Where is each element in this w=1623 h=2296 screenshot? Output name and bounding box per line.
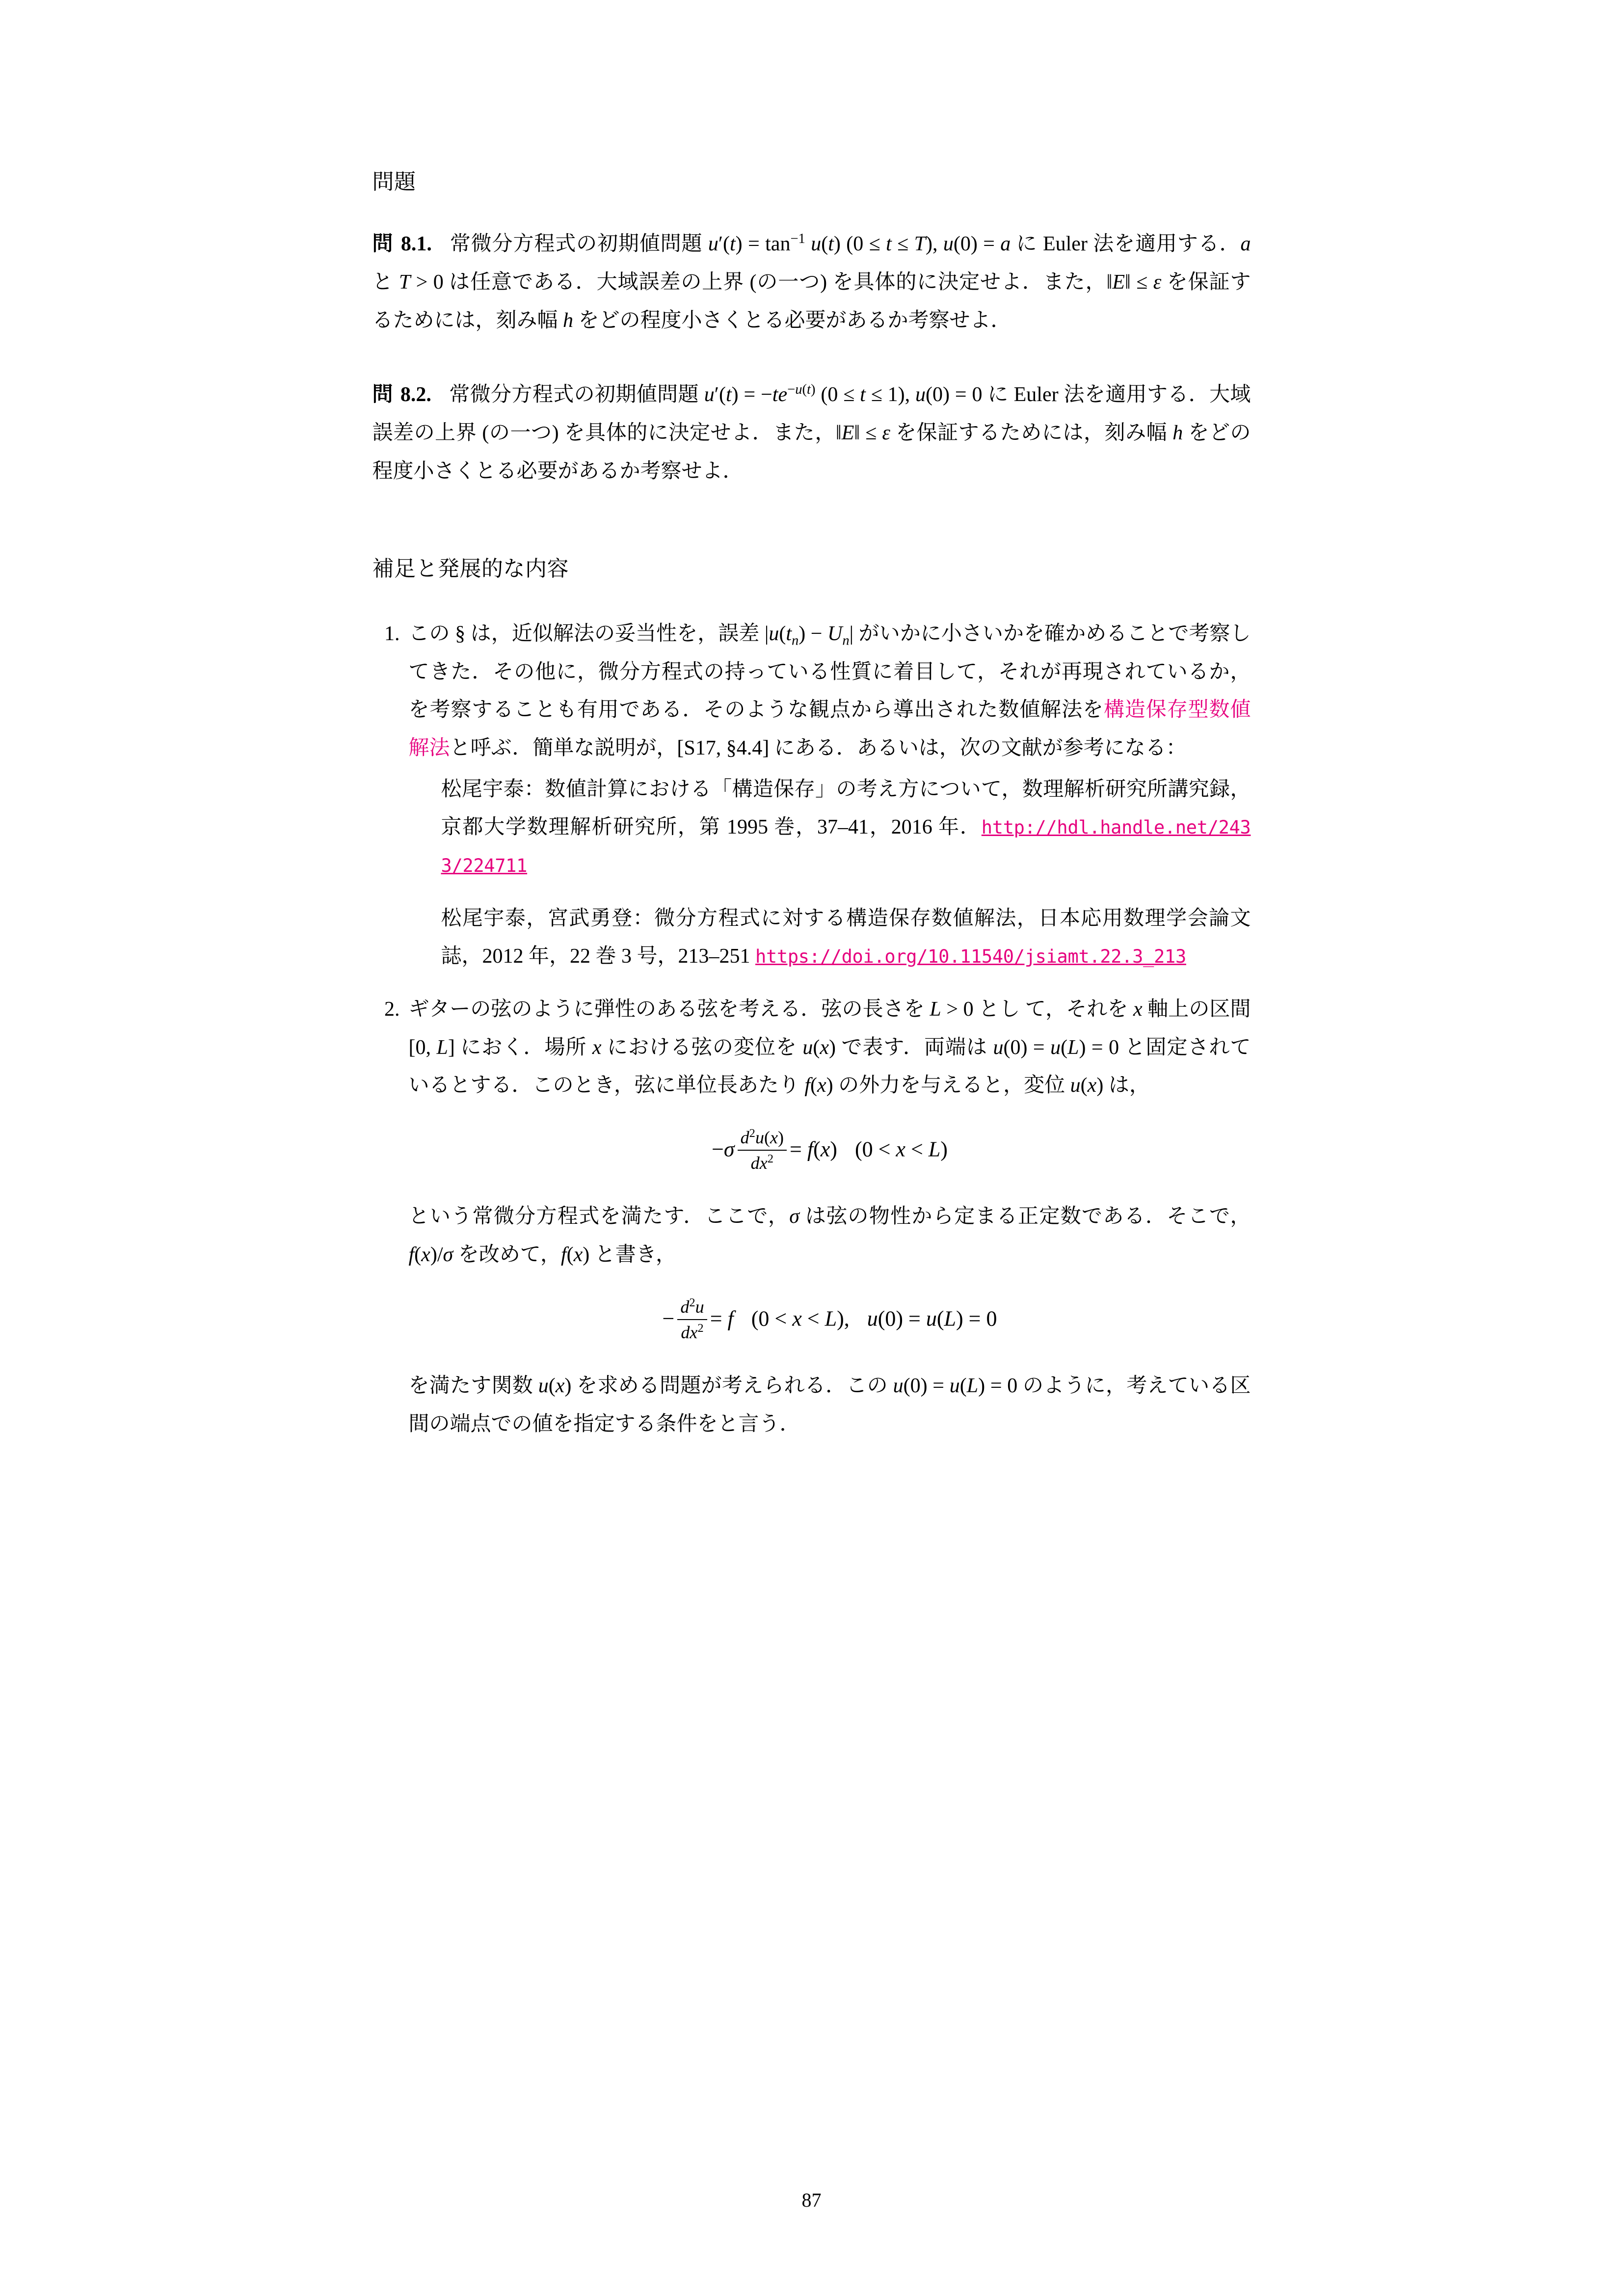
supplement-2-text-3: 軸上の区間	[1142, 998, 1251, 1021]
supplement-1-text-3: と呼ぶ．簡単な説明が，[S17, §4.4] にある．あるいは，次の文献が参考になる：	[450, 736, 1187, 759]
highlight-term: 構造保存型数値解法	[408, 699, 1251, 759]
supplement-2-text-11: は弦の物性から定まる正定数である．そこで，	[799, 1205, 1251, 1228]
page-content	[372, 162, 1251, 1443]
problem-8-1-text-5: をどの程度小さくとる必要があるか考察せよ．	[573, 309, 1011, 332]
supplement-item-1-body: この § は，近似解法の妥当性を，誤差 $|u(t_n) - U_n|$ がいかに小さいかを確かめることで考察してきた．その他に，微分方程式の持っている性質に着目して，それが再現されているか，を考察することも有用である．そのような観点から導出された数値解法を構造保存型数値解法と呼ぶ．簡単な説明が，[S17, §4.4] にある．あるいは，次の文献が参考になる：	[408, 622, 1251, 759]
list-marker: 1.	[384, 622, 400, 645]
problem-8-1-label: 問 8.1.	[372, 231, 432, 256]
list-item	[372, 991, 1251, 1443]
supplement-2-text-6: で表す．両端は	[835, 1036, 993, 1059]
supplement-2-paragraph-2: という常微分方程式を満たす．ここで，σ は弦の物性から定まる正定数である．そこで，f(x)/σ を改めて，f(x) と書き，	[408, 1205, 1251, 1267]
supplement-2-text-2: とし て，それを	[973, 998, 1133, 1021]
supplement-2-text-10: という常微分方程式を満たす．ここで，	[408, 1205, 790, 1228]
reference-1-link[interactable]: http://hdl.handle.net/2433/224711	[441, 817, 1251, 877]
problem-8-1-eq-1: u	[708, 233, 718, 256]
problem-8-2-text-1: 常微分方程式の初期値問題	[449, 383, 704, 406]
supplement-1-text-2: がいかに小さいかを確かめることで考察してきた．その他に，微分方程式の持っている性質に着目して，それが再現されているか，を考察することも有用である．そのような観点から導出された数値解法を	[408, 622, 1251, 722]
supplement-2-text-12: を改めて，	[453, 1243, 561, 1267]
heading-supplement: 補足と発展的な内容	[372, 556, 569, 581]
reference-2-link[interactable]: https://doi.org/10.11540/jsiamt.22.3_213	[755, 946, 1186, 968]
problem-8-1: 問 8.1. 常微分方程式の初期値問題 $u'(t) = \tan^{-1} u(t) (0 \le t \le T)$, u(0) = a に Euler 法を適用する．a と T > 0 は任意である．大域誤差の上界 (の一つ) を具体的に決定せよ．また，‖E‖ ≤ ε を保証するためには，刻み幅 h をどの程度小さくとる必要があるか考察せよ．	[372, 231, 1251, 332]
supplement-2-paragraph-3: を満たす関数 u(x) を求める問題が考えられる．この u(0) = u(L) = 0 のように，考えている区間の端点での値を指定する条件をと言う．	[408, 1374, 1251, 1435]
problem-8-2: 問 8.2. 常微分方程式の初期値問題 $u'(t) = -te^{-u(t)}$ (0 ≤ t ≤ 1), u(0) = 0 に Euler 法を適用する．大域誤差の上界 (の一つ) を具体的に決定せよ．また，‖E‖ ≤ ε を保証するためには，刻み幅 h をどの程度小さくとる必要があるか考察せよ．	[372, 382, 1251, 483]
reference-2	[441, 900, 1251, 976]
supplement-2-text-5: における弦の変位を	[601, 1036, 803, 1059]
supplement-2-text-16: のように，考えている区間の端点での値を指定する条件をと言う．	[408, 1374, 1251, 1435]
supplement-2-text-8: の外力を与えると，変位	[833, 1074, 1070, 1097]
heading-problems: 問題	[372, 169, 416, 194]
problem-8-1-text-3: は任意である．大域誤差の上界 (の一つ) を具体的に決定せよ．また，	[443, 271, 1107, 294]
supplement-2-text-7: と固定されているとする．このとき，弦に単位長あたり	[408, 1036, 1251, 1097]
problem-8-1-text-1: 常微分方程式の初期値問題	[449, 233, 708, 256]
list-item	[372, 615, 1251, 976]
page-number: 87	[801, 2189, 822, 2211]
supplement-2-text-13: と書き，	[589, 1243, 677, 1267]
reference-1-text: 松尾宇泰：数値計算における「構造保存」の考え方について，数理解析研究所講究録，京都大学数理解析研究所，第 1995 巻，37–41，2016 年．	[441, 778, 1251, 839]
problem-8-1-text-2: に Euler 法を適用する．	[1011, 233, 1241, 256]
supplement-2-text-14: を満たす関数	[408, 1374, 538, 1397]
supplement-1-text-1: この § は，近似解法の妥当性を，誤差	[408, 622, 765, 645]
problem-8-2-text-2: に Euler 法を適用する．大域誤差の上界 (の一つ) を具体的に決定せよ．また，	[372, 383, 1251, 445]
problem-8-2-label: 問 8.2.	[372, 382, 431, 406]
supplement-item-2-body: ギターの弦のように弾性のある弦を考える．弦の長さを L > 0 とし て，それを x 軸上の区間 [0, L] におく．場所 x における弦の変位を u(x) で表す．両端は u(0) = u(L) = 0 と固定されているとする．このとき，弦に単位長あたり f(x) の外力を与えると，変位 u(x) は，	[408, 998, 1251, 1097]
equation-2: − $\frac{d^2u}{dx^2}$ = f (0 < x < L), u(0) = u(L) = 0	[662, 1296, 997, 1342]
supplement-2-text-4: におく．場所	[454, 1036, 592, 1059]
supplement-2-text-1: ギターの弦のように弾性のある弦を考える．弦の長さを	[408, 998, 930, 1021]
reference-1	[441, 771, 1251, 885]
supplement-2-text-9: は，	[1103, 1074, 1150, 1097]
problem-8-1-text-4: を保証するためには，刻み幅	[372, 271, 1251, 332]
problem-8-2-text-3: を保証するためには，刻み幅	[890, 422, 1173, 445]
equation-1: −σ $\frac{d^2u(x)}{dx^2}$ = f(x) (0 < x < L)	[712, 1127, 948, 1173]
supplement-list	[372, 615, 1251, 1443]
list-marker: 2.	[384, 998, 400, 1021]
reference-2-text: 松尾宇泰，宮武勇登：微分方程式に対する構造保存数値解法，日本応用数理学会論文誌，2012 年，22 巻 3 号，213–251	[441, 907, 1251, 968]
problem-8-2-text-4: をどの程度小さくとる必要があるか考察せよ．	[372, 422, 1251, 483]
supplement-2-text-15: を求める問題が考えられる．この	[571, 1374, 893, 1397]
